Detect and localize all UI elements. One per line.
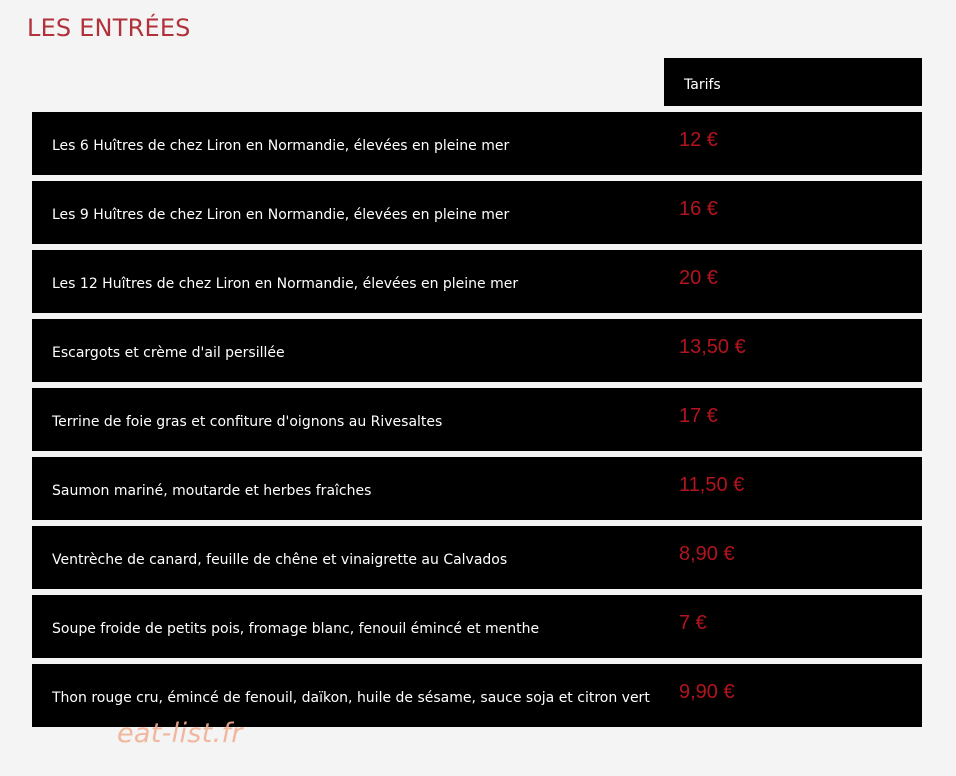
- dish-price: 11,50 €: [659, 457, 922, 520]
- dish-name: Soupe froide de petits pois, fromage blanc, fenouil émincé et menthe: [32, 595, 659, 658]
- dish-name: Les 12 Huîtres de chez Liron en Normandie, élevées en pleine mer: [32, 250, 659, 313]
- menu-table: [32, 58, 922, 727]
- dish-price: 7 €: [659, 595, 922, 658]
- table-row: [32, 457, 922, 520]
- dish-price: 16 €: [659, 181, 922, 244]
- menu-table-body: [32, 106, 922, 727]
- dish-price: 17 €: [659, 388, 922, 451]
- table-row: [32, 112, 922, 175]
- dish-name: Escargots et crème d'ail persillée: [32, 319, 659, 382]
- header-dish-column: [32, 58, 659, 106]
- dish-name: Saumon mariné, moutarde et herbes fraîches: [32, 457, 659, 520]
- dish-name: Les 6 Huîtres de chez Liron en Normandie, élevées en pleine mer: [32, 112, 659, 175]
- header-price-column: Tarifs: [659, 58, 922, 106]
- header-row: [32, 58, 922, 106]
- dish-name: Thon rouge cru, émincé de fenouil, daïkon, huile de sésame, sauce soja et citron vert: [32, 664, 659, 727]
- table-row: [32, 595, 922, 658]
- dish-price: 13,50 €: [659, 319, 922, 382]
- section-title: LES ENTRÉES: [27, 14, 191, 42]
- table-row: [32, 319, 922, 382]
- table-row: [32, 181, 922, 244]
- table-row: [32, 388, 922, 451]
- dish-name: Les 9 Huîtres de chez Liron en Normandie, élevées en pleine mer: [32, 181, 659, 244]
- dish-price: 12 €: [659, 112, 922, 175]
- dish-price: 20 €: [659, 250, 922, 313]
- dish-name: Terrine de foie gras et confiture d'oignons au Rivesaltes: [32, 388, 659, 451]
- table-row: [32, 250, 922, 313]
- table-row: [32, 526, 922, 589]
- dish-name: Ventrèche de canard, feuille de chêne et vinaigrette au Calvados: [32, 526, 659, 589]
- menu-table-header: [32, 58, 922, 106]
- dish-price: 9,90 €: [659, 664, 922, 727]
- watermark-logo: eat-list.fr: [117, 718, 243, 749]
- dish-price: 8,90 €: [659, 526, 922, 589]
